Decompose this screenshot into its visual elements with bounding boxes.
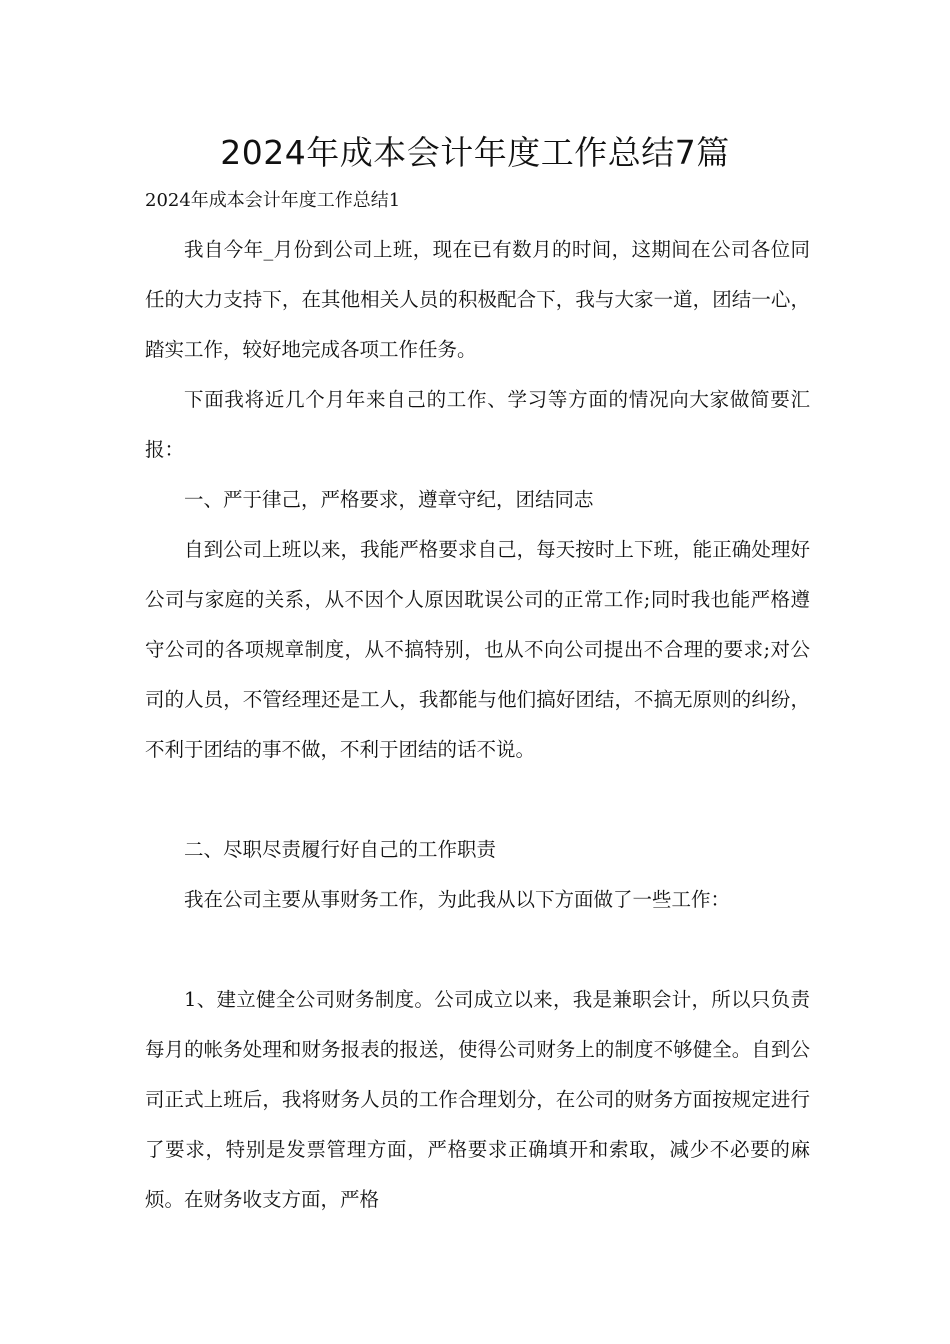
section-subtitle: 2024年成本会计年度工作总结1 [145,190,401,211]
paragraph-discipline: 自到公司上班以来，我能严格要求自己，每天按时上下班，能正确处理好公司与家庭的关系，从不因个人原因耽误公司的正常工作;同时我也能严格遵守公司的各项规章制度，从不搞特别，也从不向公司提出不合理的要求;对公司的人员，不管经理还是工人，我都能与他们搞好团结，不搞无原则的纠纷，不利于团结的事不做，不利于团结的话不说。 [145,538,810,761]
section-heading-2: 二、尽职尽责履行好自己的工作职责 [184,838,497,861]
document-title: 2024年成本会计年度工作总结7篇 [220,133,730,172]
paragraph-finance-work: 我在公司主要从事财务工作，为此我从以下方面做了一些工作： [184,888,731,911]
paragraph-report-intro: 下面我将近几个月年来自己的工作、学习等方面的情况向大家做简要汇报： [145,388,810,461]
section-heading-1: 一、严于律己，严格要求，遵章守纪，团结同志 [184,488,594,511]
paragraph-intro: 我自今年_月份到公司上班，现在已有数月的时间，这期间在公司各位同任的大力支持下，在其他相关人员的积极配合下，我与大家一道，团结一心，踏实工作，较好地完成各项工作任务。 [145,238,810,361]
paragraph-finance-system: 1、建立健全公司财务制度。公司成立以来，我是兼职会计，所以只负责每月的帐务处理和财务报表的报送，使得公司财务上的制度不够健全。自到公司正式上班后，我将财务人员的工作合理划分，在公司的财务方面按规定进行了要求，特别是发票管理方面，严格要求正确填开和索取，减少不必要的麻烦。在财务收支方面，严格 [145,988,810,1211]
